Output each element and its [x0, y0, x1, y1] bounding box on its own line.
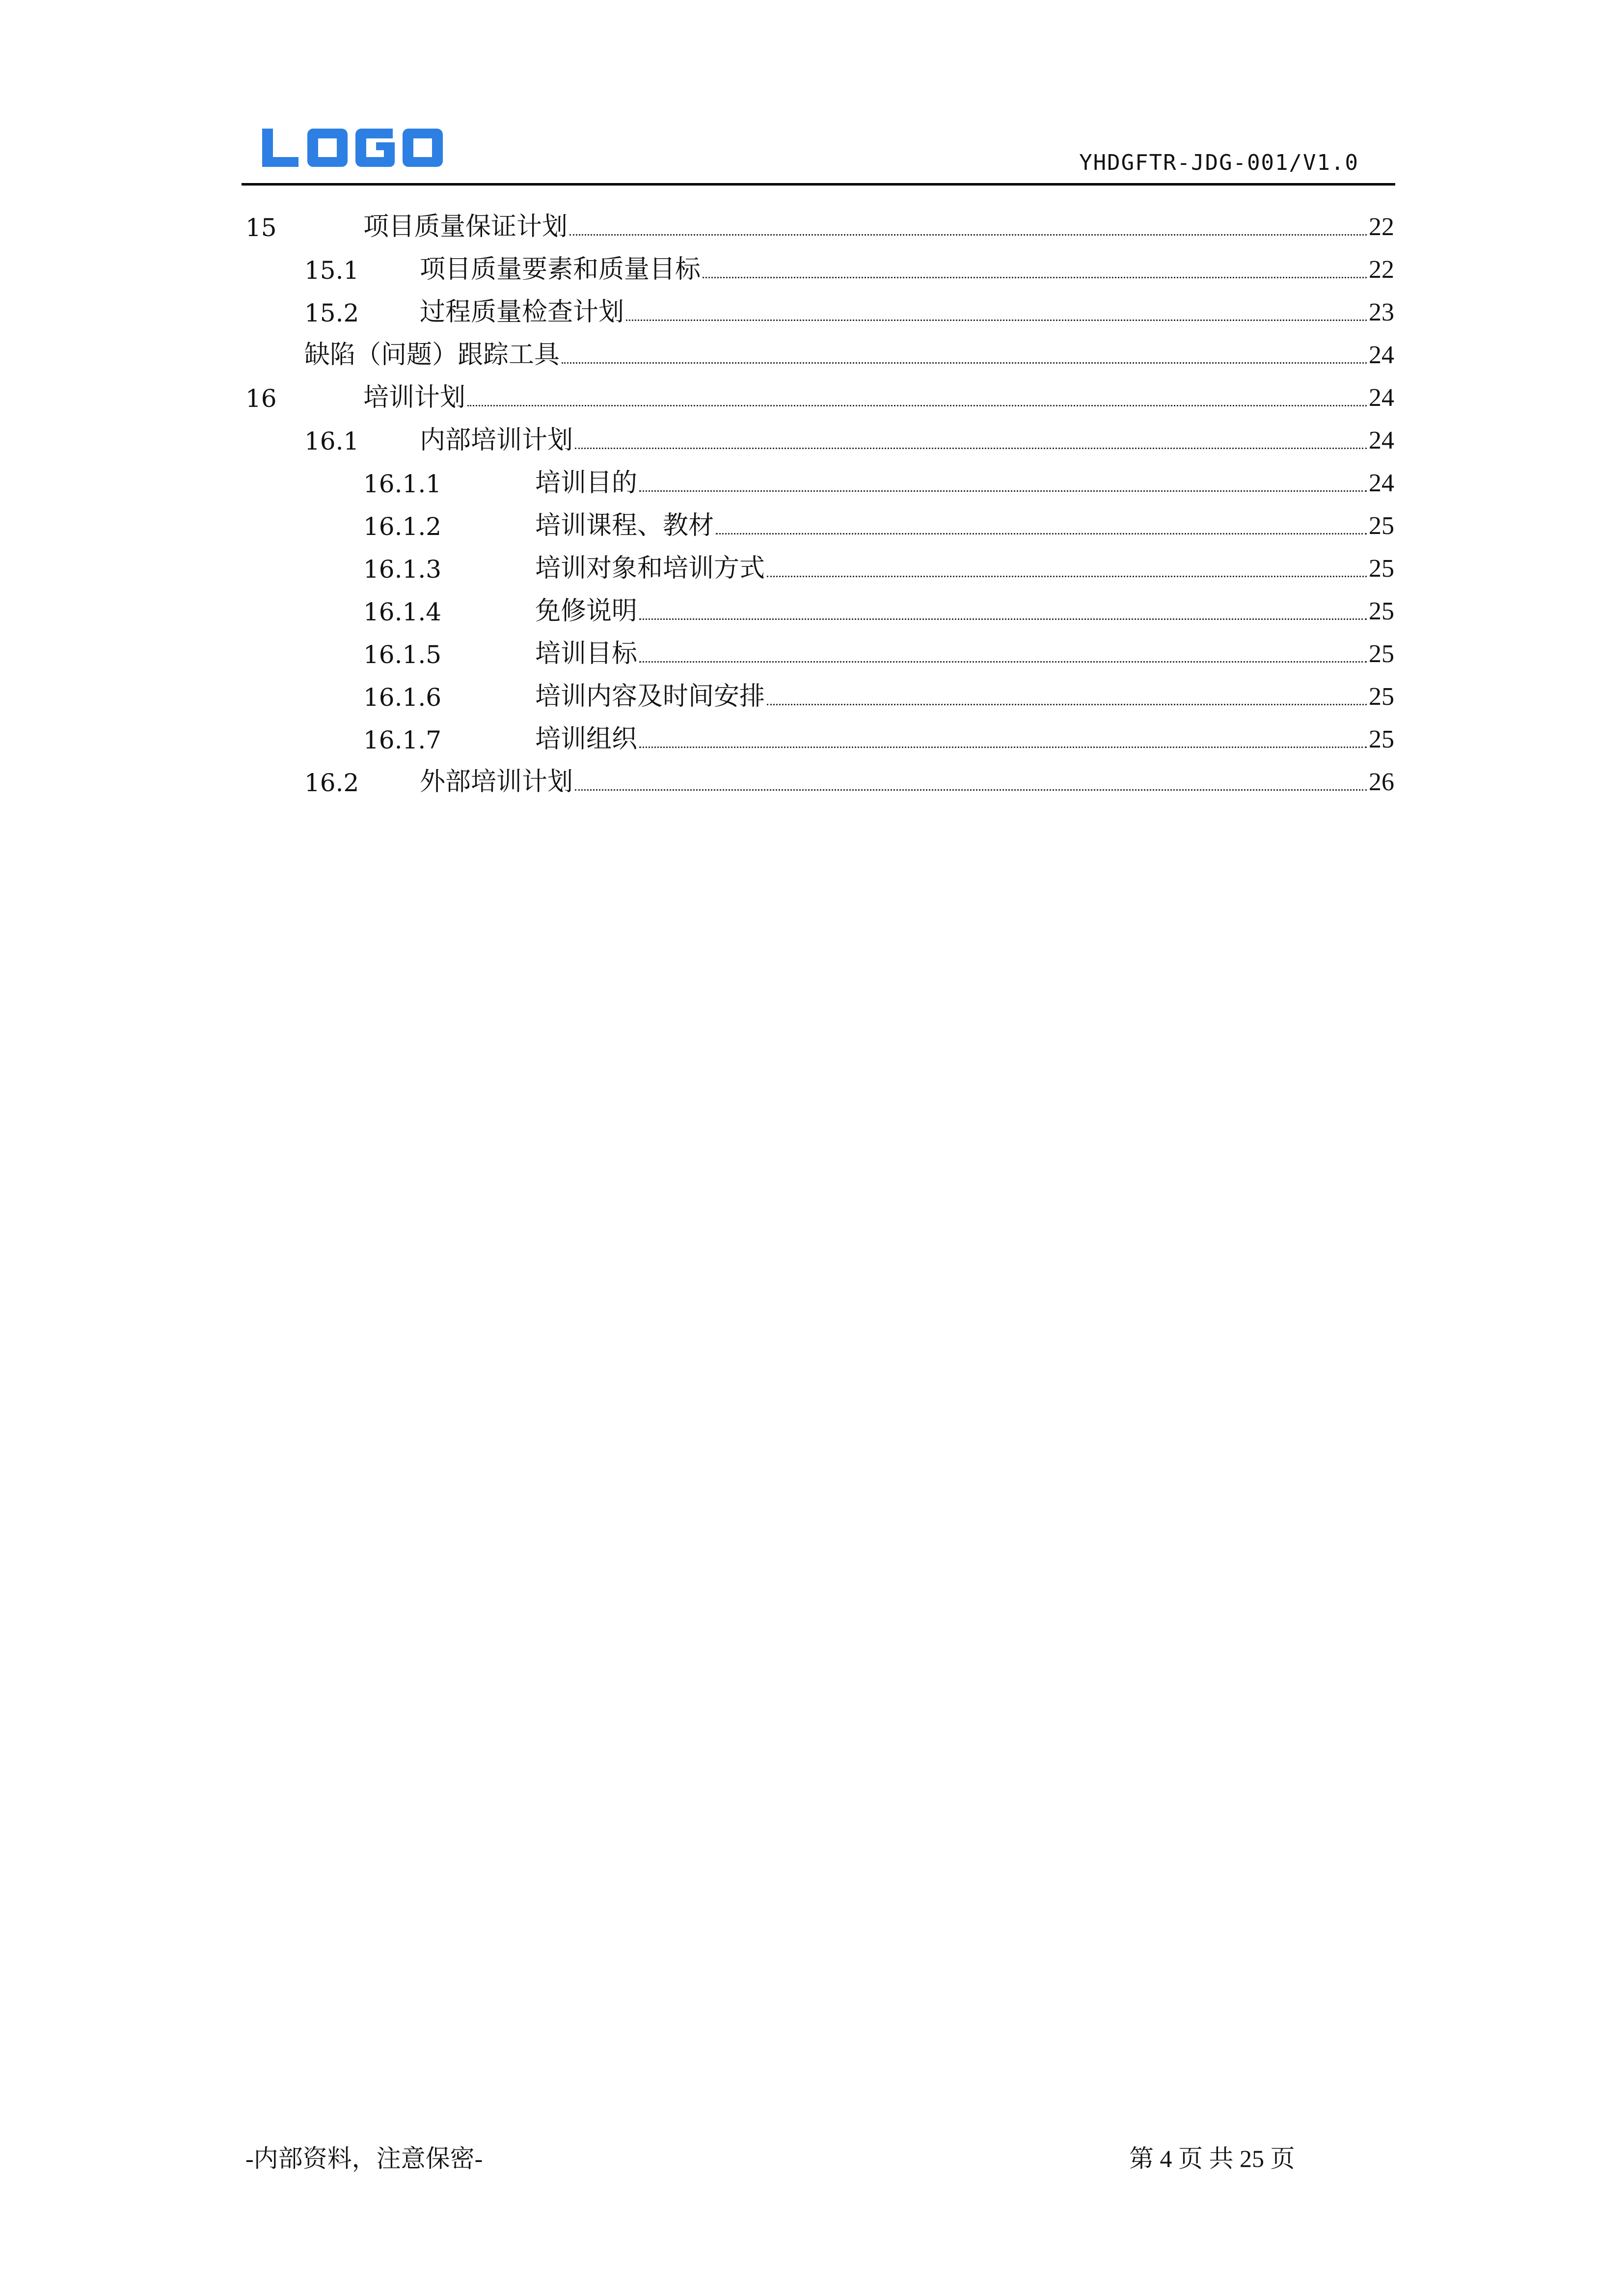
toc-entry-page: 25 — [1369, 555, 1394, 583]
header-divider — [242, 183, 1395, 186]
toc-entry[interactable] — [245, 496, 1394, 539]
toc-entry[interactable] — [245, 624, 1394, 667]
toc-entry-number: 15 — [245, 214, 277, 242]
dot-leader — [575, 789, 1367, 791]
toc-entry-title: 培训目的 — [535, 469, 638, 497]
dot-leader — [767, 576, 1367, 577]
toc-entry-number: 16.1 — [304, 427, 359, 455]
toc-entry-title: 内部培训计划 — [420, 427, 573, 454]
toc-entry-page: 24 — [1369, 469, 1394, 497]
document-id: YHDGFTR-JDG-001/V1.0 — [1079, 150, 1359, 175]
toc-entry-page: 24 — [1369, 384, 1394, 412]
toc-entry-title: 培训组织 — [535, 725, 638, 753]
dot-leader — [767, 704, 1367, 705]
page-number: 第 4 页 共 25 页 — [1129, 2145, 1295, 2172]
dot-leader — [562, 362, 1367, 364]
dot-leader — [575, 448, 1367, 449]
company-logo — [260, 126, 447, 170]
toc-entry-page: 24 — [1369, 427, 1394, 454]
toc-entry-page: 25 — [1369, 683, 1394, 711]
dot-leader — [639, 490, 1367, 492]
toc-entry[interactable] — [245, 411, 1394, 454]
toc-entry[interactable] — [245, 710, 1394, 752]
toc-entry-page: 24 — [1369, 341, 1394, 369]
toc-entry-number: 16.2 — [304, 769, 359, 797]
toc-entry[interactable] — [245, 368, 1394, 411]
toc-entry-title: 过程质量检查计划 — [420, 298, 624, 326]
toc-entry-title: 免修说明 — [535, 597, 638, 625]
toc-entry-page: 25 — [1369, 597, 1394, 625]
toc-entry[interactable] — [245, 240, 1394, 283]
toc-entry[interactable] — [245, 582, 1394, 624]
toc-entry[interactable] — [245, 197, 1394, 240]
toc-entry-title: 培训对象和培训方式 — [535, 555, 765, 583]
toc-entry-number: 16.1.7 — [363, 726, 442, 754]
toc-entry-page: 25 — [1369, 640, 1394, 668]
table-of-contents — [245, 197, 1394, 795]
toc-entry-page: 22 — [1369, 256, 1394, 284]
dot-leader — [703, 277, 1367, 278]
toc-entry-number: 16.1.3 — [363, 555, 442, 584]
toc-entry-number: 16.1.4 — [363, 598, 442, 626]
toc-entry[interactable] — [245, 283, 1394, 325]
toc-entry-title: 缺陷（问题）跟踪工具 — [304, 341, 560, 369]
toc-entry-number: 16.1.5 — [363, 641, 442, 669]
toc-entry[interactable] — [245, 325, 1394, 368]
toc-entry-number: 15.2 — [304, 299, 359, 327]
toc-entry-page: 25 — [1369, 725, 1394, 753]
toc-entry-number: 15.1 — [304, 256, 359, 285]
toc-entry-number: 16.1.6 — [363, 683, 442, 712]
toc-entry-number: 16.1.1 — [363, 470, 442, 498]
confidentiality-note: -内部资料，注意保密- — [245, 2145, 483, 2172]
toc-entry-page: 23 — [1369, 298, 1394, 326]
toc-entry-title: 项目质量保证计划 — [363, 213, 568, 241]
dot-leader — [569, 234, 1367, 236]
toc-entry-number: 16 — [245, 384, 277, 413]
dot-leader — [639, 747, 1367, 748]
dot-leader — [467, 405, 1367, 406]
toc-entry[interactable] — [245, 667, 1394, 710]
toc-entry[interactable] — [245, 454, 1394, 496]
toc-entry-title: 培训课程、教材 — [535, 512, 714, 540]
toc-entry-title: 培训计划 — [363, 384, 466, 412]
toc-entry[interactable] — [245, 539, 1394, 582]
toc-entry-title: 培训目标 — [535, 640, 638, 668]
dot-leader — [639, 618, 1367, 620]
logo-icon — [260, 126, 447, 170]
dot-leader — [716, 533, 1367, 534]
toc-entry[interactable] — [245, 752, 1394, 795]
dot-leader — [639, 661, 1367, 663]
toc-entry-page: 22 — [1369, 213, 1394, 241]
toc-entry-number: 16.1.2 — [363, 512, 442, 541]
toc-entry-page: 26 — [1369, 768, 1394, 796]
toc-entry-page: 25 — [1369, 512, 1394, 540]
dot-leader — [626, 320, 1367, 321]
toc-entry-title: 培训内容及时间安排 — [535, 683, 765, 711]
toc-entry-title: 项目质量要素和质量目标 — [420, 256, 701, 284]
toc-entry-title: 外部培训计划 — [420, 768, 573, 796]
